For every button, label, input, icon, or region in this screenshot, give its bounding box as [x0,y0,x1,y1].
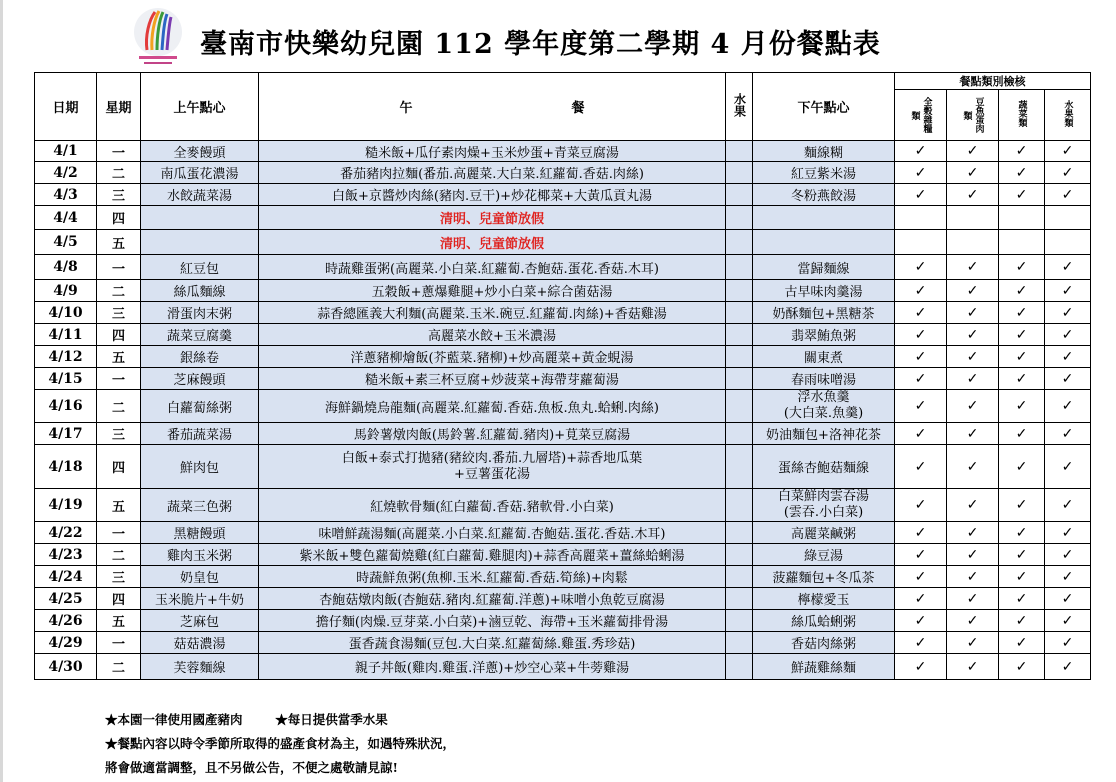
weekday-cell: 四 [97,206,141,230]
table-row [35,302,1091,324]
afternoon-snack-cell: 春雨味噌湯 [753,368,895,390]
table-row [35,206,1091,230]
check-mark-cell: ✓ [999,141,1045,162]
afternoon-text: 浮水魚羹 [797,390,850,405]
table-row [35,324,1091,346]
date-cell: 4/11 [35,324,97,346]
check-mark-cell: ✓ [1045,302,1091,324]
weekday-cell: 三 [97,302,141,324]
check-cell [1045,206,1091,230]
check-mark-cell: ✓ [1045,346,1091,368]
date-cell: 4/24 [35,566,97,588]
weekday-cell: 二 [97,390,141,423]
check-cell [999,206,1045,230]
lunch-cell: 杏鮑菇燉肉飯(杏鮑菇.豬肉.紅蘿蔔.洋蔥)+味噌小魚乾豆腐湯 [259,588,726,610]
check-mark-cell: ✓ [947,280,999,302]
check-mark-cell: ✓ [1045,632,1091,654]
lunch-cell: 糙米飯+瓜仔素肉燥+玉米炒蛋+青菜豆腐湯 [259,141,726,162]
morning-snack-cell: 奶皇包 [141,566,259,588]
date-cell: 4/10 [35,302,97,324]
check-cell [895,230,947,255]
weekday-cell: 二 [97,280,141,302]
check-mark-cell: ✓ [895,588,947,610]
date-cell: 4/5 [35,230,97,255]
date-cell: 4/16 [35,390,97,423]
check-mark-cell: ✓ [947,141,999,162]
morning-snack-cell: 黑糖饅頭 [141,522,259,544]
check-mark-cell: ✓ [895,610,947,632]
morning-snack-cell: 全麥饅頭 [141,141,259,162]
afternoon-snack-cell: 蛋絲杏鮑菇麵線 [753,445,895,489]
fruit-cell [726,632,753,654]
morning-snack-cell: 鮮肉包 [141,445,259,489]
check-mark-cell: ✓ [895,162,947,184]
weekday-cell: 一 [97,141,141,162]
afternoon-snack-cell [753,390,895,423]
afternoon-text: (大白菜.魚羹) [783,406,864,421]
fruit-cell [726,324,753,346]
header-lunch-a: 午 [399,101,413,116]
date-cell: 4/12 [35,346,97,368]
weekday-cell: 三 [97,184,141,206]
weekday-cell: 五 [97,489,141,522]
check-mark-cell: ✓ [895,489,947,522]
weekday-cell: 二 [97,162,141,184]
lunch-cell: 白飯+京醬炒肉絲(豬肉.豆干)+炒花椰菜+大黃瓜貢丸湯 [259,184,726,206]
check-mark-cell: ✓ [999,423,1045,445]
check-mark-cell: ✓ [999,654,1045,680]
lunch-cell [259,445,726,489]
check-mark-cell: ✓ [1045,255,1091,280]
check-mark-cell: ✓ [999,489,1045,522]
weekday-cell: 五 [97,610,141,632]
morning-snack-cell: 紅豆包 [141,255,259,280]
fruit-cell [726,610,753,632]
check-mark-cell: ✓ [947,544,999,566]
fruit-cell [726,184,753,206]
fruit-cell [726,206,753,230]
lunch-cell: 味噌鮮蔬湯麵(高麗菜.小白菜.紅蘿蔔.杏鮑菇.蛋花.香菇.木耳) [259,522,726,544]
check-mark-cell: ✓ [999,346,1045,368]
fruit-cell [726,445,753,489]
note-fruit: ★每日提供當季水果 [275,712,388,727]
check-mark-cell: ✓ [1045,162,1091,184]
morning-snack-cell: 番茄蔬菜湯 [141,423,259,445]
check-mark-cell: ✓ [999,255,1045,280]
check-mark-cell: ✓ [895,368,947,390]
check-mark-cell: ✓ [999,522,1045,544]
weekday-cell: 二 [97,654,141,680]
morning-snack-cell: 蔬菜三色粥 [141,489,259,522]
lunch-cell: 番茄豬肉拉麵(番茄.高麗菜.大白菜.紅蘿蔔.香菇.肉絲) [259,162,726,184]
afternoon-snack-cell: 香菇肉絲粥 [753,632,895,654]
date-cell: 4/23 [35,544,97,566]
morning-snack-cell: 南瓜蛋花濃湯 [141,162,259,184]
afternoon-snack-cell: 關東煮 [753,346,895,368]
check-mark-cell: ✓ [895,654,947,680]
table-row [35,522,1091,544]
check-mark-cell: ✓ [895,255,947,280]
check-cell [947,230,999,255]
morning-snack-cell [141,230,259,255]
afternoon-snack-cell: 奶油麵包+洛神花茶 [753,423,895,445]
check-mark-cell: ✓ [999,162,1045,184]
check-mark-cell: ✓ [947,588,999,610]
check-mark-cell: ✓ [895,184,947,206]
check-mark-cell: ✓ [895,141,947,162]
table-row [35,489,1091,522]
check-mark-cell: ✓ [895,522,947,544]
table-row [35,230,1091,255]
morning-snack-cell: 銀絲卷 [141,346,259,368]
date-cell: 4/1 [35,141,97,162]
lunch-text: 白飯+泰式打拋豬(豬絞肉.番茄.九層塔)+蒜香地瓜葉 [341,450,643,466]
check-cell [1045,230,1091,255]
fruit-cell [726,280,753,302]
header-cat-fruit: 水果類 [1045,90,1091,141]
header-morning-snack: 上午點心 [141,73,259,141]
check-mark-cell: ✓ [947,346,999,368]
fruit-cell [726,162,753,184]
morning-snack-cell: 水餃蔬菜湯 [141,184,259,206]
meal-table [34,72,1091,680]
weekday-cell: 四 [97,324,141,346]
check-mark-cell: ✓ [947,489,999,522]
weekday-cell: 五 [97,346,141,368]
meal-table-body [35,141,1091,680]
date-cell: 4/3 [35,184,97,206]
holiday-cell: 清明、兒童節放假 [259,206,726,230]
check-mark-cell: ✓ [1045,489,1091,522]
afternoon-snack-cell: 紅豆紫米湯 [753,162,895,184]
lunch-cell: 時蔬鮮魚粥(魚柳.玉米.紅蘿蔔.香菇.筍絲)+肉鬆 [259,566,726,588]
afternoon-snack-cell [753,206,895,230]
check-mark-cell: ✓ [895,445,947,489]
afternoon-snack-cell: 冬粉燕餃湯 [753,184,895,206]
check-mark-cell: ✓ [895,346,947,368]
header-cat-vegetable: 蔬菜類 [999,90,1045,141]
weekday-cell: 一 [97,255,141,280]
date-cell: 4/19 [35,489,97,522]
lunch-cell: 蛋香蔬食湯麵(豆包.大白菜.紅蘿蔔絲.雞蛋.秀珍菇) [259,632,726,654]
table-row [35,610,1091,632]
check-mark-cell: ✓ [947,162,999,184]
morning-snack-cell: 滑蛋肉末粥 [141,302,259,324]
check-mark-cell: ✓ [1045,423,1091,445]
check-mark-cell: ✓ [947,610,999,632]
morning-snack-cell: 芙蓉麵線 [141,654,259,680]
check-mark-cell: ✓ [999,544,1045,566]
header-lunch [259,73,726,141]
morning-snack-cell [141,206,259,230]
fruit-cell [726,230,753,255]
lunch-cell: 紅燒軟骨麵(紅白蘿蔔.香菇.豬軟骨.小白菜) [259,489,726,522]
check-mark-cell: ✓ [947,324,999,346]
check-mark-cell: ✓ [1045,368,1091,390]
holiday-cell: 清明、兒童節放假 [259,230,726,255]
fruit-cell [726,141,753,162]
weekday-cell: 一 [97,632,141,654]
fruit-cell [726,544,753,566]
check-mark-cell: ✓ [895,302,947,324]
check-mark-cell: ✓ [1045,544,1091,566]
morning-snack-cell: 菇菇濃湯 [141,632,259,654]
check-mark-cell: ✓ [895,390,947,423]
afternoon-snack-cell [753,489,895,522]
fruit-cell [726,489,753,522]
fruit-cell [726,566,753,588]
check-mark-cell: ✓ [999,324,1045,346]
check-mark-cell: ✓ [895,280,947,302]
check-mark-cell: ✓ [999,302,1045,324]
check-mark-cell: ✓ [1045,610,1091,632]
check-mark-cell: ✓ [947,368,999,390]
afternoon-snack-cell: 翡翠鮪魚粥 [753,324,895,346]
weekday-cell: 一 [97,368,141,390]
check-mark-cell: ✓ [895,566,947,588]
check-mark-cell: ✓ [999,280,1045,302]
afternoon-snack-cell: 綠豆湯 [753,544,895,566]
check-mark-cell: ✓ [947,654,999,680]
weekday-cell: 三 [97,423,141,445]
afternoon-snack-cell: 檸檬愛玉 [753,588,895,610]
fruit-cell [726,346,753,368]
lunch-cell: 親子丼飯(雞肉.雞蛋.洋蔥)+炒空心菜+牛蒡雞湯 [259,654,726,680]
check-mark-cell: ✓ [999,390,1045,423]
fruit-cell [726,255,753,280]
table-row [35,445,1091,489]
header-cat-grains: 類 全穀雜糧 [895,90,947,141]
afternoon-snack-cell: 當歸麵線 [753,255,895,280]
check-mark-cell: ✓ [1045,588,1091,610]
lunch-cell: 高麗菜水餃+玉米濃湯 [259,324,726,346]
fruit-cell [726,588,753,610]
note-pork: ★本園一律使用國產豬肉 [105,712,243,727]
lunch-cell: 糙米飯+素三杯豆腐+炒菠菜+海帶芽蘿蔔湯 [259,368,726,390]
check-mark-cell: ✓ [947,566,999,588]
date-cell: 4/25 [35,588,97,610]
check-mark-cell: ✓ [895,423,947,445]
afternoon-text: (雲吞.小白菜) [783,505,864,520]
header-cat-protein: 類 豆魚蛋肉 [947,90,999,141]
header-weekday: 星期 [97,73,141,141]
table-row [35,544,1091,566]
note-line-1 [105,708,455,732]
check-mark-cell: ✓ [1045,445,1091,489]
check-mark-cell: ✓ [1045,390,1091,423]
check-mark-cell: ✓ [1045,522,1091,544]
lunch-cell: 海鮮鍋燒烏龍麵(高麗菜.紅蘿蔔.香菇.魚板.魚丸.蛤蜊.肉絲) [259,390,726,423]
table-row [35,423,1091,445]
afternoon-snack-cell: 麵線糊 [753,141,895,162]
weekday-cell: 四 [97,445,141,489]
table-row [35,632,1091,654]
table-row [35,346,1091,368]
check-mark-cell: ✓ [947,632,999,654]
date-cell: 4/17 [35,423,97,445]
note-line-2: ★餐點內容以時令季節所取得的盛產食材為主，如遇特殊狀況， [105,736,456,751]
date-cell: 4/4 [35,206,97,230]
table-row [35,184,1091,206]
check-mark-cell: ✓ [947,390,999,423]
weekday-cell: 三 [97,566,141,588]
afternoon-snack-cell: 古早味肉羹湯 [753,280,895,302]
table-row [35,162,1091,184]
table-row [35,255,1091,280]
check-mark-cell: ✓ [947,255,999,280]
morning-snack-cell: 玉米脆片+牛奶 [141,588,259,610]
afternoon-snack-cell: 奶酥麵包+黑糖茶 [753,302,895,324]
morning-snack-cell: 芝麻包 [141,610,259,632]
date-cell: 4/2 [35,162,97,184]
header-check-group: 餐點類別檢核 [895,73,1091,90]
note-line-3: 將會做適當調整，且不另做公告，不便之處敬請見諒! [105,760,398,775]
weekday-cell: 五 [97,230,141,255]
fruit-cell [726,368,753,390]
fruit-cell [726,423,753,445]
check-mark-cell: ✓ [999,566,1045,588]
lunch-cell: 五穀飯+蔥爆雞腿+炒小白菜+綜合菌菇湯 [259,280,726,302]
lunch-cell: 時蔬雞蛋粥(高麗菜.小白菜.紅蘿蔔.杏鮑菇.蛋花.香菇.木耳) [259,255,726,280]
afternoon-snack-cell: 鮮蔬雞絲麵 [753,654,895,680]
date-cell: 4/15 [35,368,97,390]
weekday-cell: 二 [97,544,141,566]
check-mark-cell: ✓ [1045,566,1091,588]
date-cell: 4/8 [35,255,97,280]
weekday-cell: 一 [97,522,141,544]
table-row [35,368,1091,390]
check-mark-cell: ✓ [999,368,1045,390]
afternoon-snack-cell [753,230,895,255]
check-mark-cell: ✓ [1045,141,1091,162]
morning-snack-cell: 蔬菜豆腐羹 [141,324,259,346]
page-title: 臺南市快樂幼兒園 112 學年度第二學期 4 月份餐點表 [200,29,881,60]
check-mark-cell: ✓ [947,522,999,544]
afternoon-snack-cell: 絲瓜蛤蜊粥 [753,610,895,632]
check-mark-cell: ✓ [895,324,947,346]
check-cell [947,206,999,230]
check-mark-cell: ✓ [1045,184,1091,206]
check-mark-cell: ✓ [947,302,999,324]
table-row [35,566,1091,588]
table-row [35,390,1091,423]
date-cell: 4/29 [35,632,97,654]
morning-snack-cell: 芝麻饅頭 [141,368,259,390]
weekday-cell: 四 [97,588,141,610]
notes [105,708,455,780]
header-lunch-b: 餐 [571,101,585,116]
lunch-cell: 紫米飯+雙色蘿蔔燒雞(紅白蘿蔔.雞腿肉)+蒜香高麗菜+薑絲蛤蜊湯 [259,544,726,566]
check-mark-cell: ✓ [999,184,1045,206]
morning-snack-cell: 絲瓜麵線 [141,280,259,302]
lunch-cell: 馬鈴薯燉肉飯(馬鈴薯.紅蘿蔔.豬肉)+莧菜豆腐湯 [259,423,726,445]
lunch-text: +豆薯蛋花湯 [454,466,530,482]
date-cell: 4/22 [35,522,97,544]
page-edge [0,0,3,782]
check-mark-cell: ✓ [947,423,999,445]
fruit-cell [726,302,753,324]
fruit-cell [726,390,753,423]
header-fruit: 水果 [726,73,753,141]
morning-snack-cell: 白蘿蔔絲粥 [141,390,259,423]
check-cell [895,206,947,230]
lunch-cell: 洋蔥豬柳燴飯(芥藍菜.豬柳)+炒高麗菜+黃金蜆湯 [259,346,726,368]
date-cell: 4/18 [35,445,97,489]
date-cell: 4/26 [35,610,97,632]
table-row [35,280,1091,302]
check-mark-cell: ✓ [947,184,999,206]
table-row [35,141,1091,162]
afternoon-snack-cell: 高麗菜鹹粥 [753,522,895,544]
lunch-cell: 擔仔麵(肉燥.豆芽菜.小白菜)+滷豆乾、海帶+玉米蘿蔔排骨湯 [259,610,726,632]
fruit-cell [726,522,753,544]
morning-snack-cell: 雞肉玉米粥 [141,544,259,566]
check-mark-cell: ✓ [1045,654,1091,680]
lunch-cell: 蒜香總匯義大利麵(高麗菜.玉米.碗豆.紅蘿蔔.肉絲)+香菇雞湯 [259,302,726,324]
check-cell [999,230,1045,255]
check-mark-cell: ✓ [895,632,947,654]
fruit-cell [726,654,753,680]
kindergarten-logo [133,6,183,68]
table-row [35,588,1091,610]
header-afternoon-snack: 下午點心 [753,73,895,141]
header-date: 日期 [35,73,97,141]
check-mark-cell: ✓ [947,445,999,489]
check-mark-cell: ✓ [999,632,1045,654]
date-cell: 4/9 [35,280,97,302]
table-row [35,654,1091,680]
check-mark-cell: ✓ [999,610,1045,632]
date-cell: 4/30 [35,654,97,680]
check-mark-cell: ✓ [1045,324,1091,346]
check-mark-cell: ✓ [895,544,947,566]
afternoon-text: 白菜鮮肉雲吞湯 [777,489,869,504]
check-mark-cell: ✓ [999,445,1045,489]
afternoon-snack-cell: 菠蘿麵包+冬瓜茶 [753,566,895,588]
check-mark-cell: ✓ [999,588,1045,610]
check-mark-cell: ✓ [1045,280,1091,302]
